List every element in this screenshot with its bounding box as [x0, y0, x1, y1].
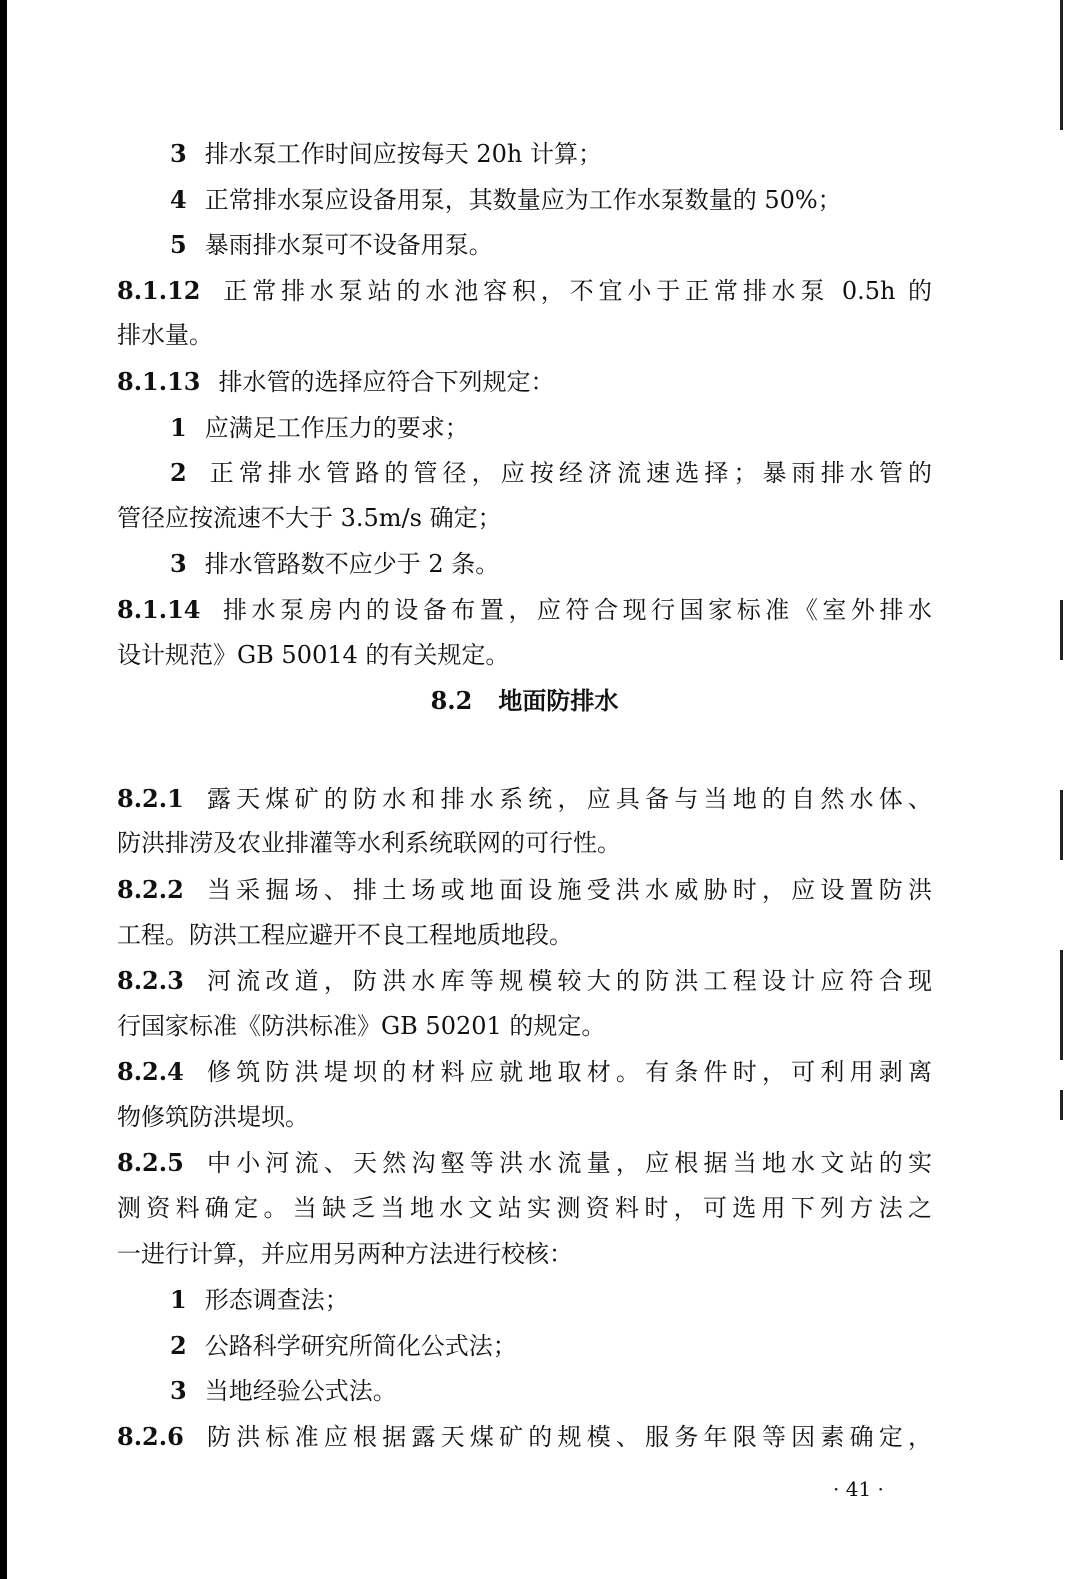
- item-number: 3: [170, 1376, 187, 1406]
- section-title: 地面防排水: [498, 686, 619, 716]
- line-text: 形态调查法；: [204, 1286, 349, 1315]
- item-number: 3: [170, 139, 187, 168]
- clause-number: 8.1.13: [117, 366, 201, 396]
- clause-number: 8.2.3: [117, 966, 184, 996]
- line-text: 排水泵工作时间应按每天 20h 计算；: [204, 140, 602, 168]
- line-text: 正常排水泵应设备用泵，其数量应为工作水泵数量的 50%；: [204, 185, 842, 214]
- clause: [117, 958, 932, 1049]
- item-number: 2: [170, 458, 187, 488]
- text-line: [117, 913, 932, 959]
- item-number: 1: [170, 1285, 187, 1315]
- item-number: 1: [170, 412, 187, 442]
- clause: [117, 587, 932, 678]
- text-line: [117, 821, 932, 867]
- clause-number: 8.2.5: [117, 1148, 184, 1178]
- text-line: [117, 1368, 932, 1414]
- document-body: [117, 131, 932, 1460]
- scan-edge-right: [1060, 1090, 1063, 1120]
- text-line: [117, 131, 932, 177]
- clause: [117, 1414, 932, 1460]
- text-line: [117, 1004, 932, 1050]
- item-number: 2: [170, 1330, 187, 1360]
- line-text: 测资料确定。当缺乏当地水文站实测资料时，可选用下列方法之: [117, 1194, 932, 1223]
- line-text: 防洪排涝及农业排灌等水利系统联网的可行性。: [117, 829, 621, 858]
- text-line: [117, 1049, 932, 1095]
- clause-number: 8.2.1: [117, 783, 184, 813]
- scan-edge-right: [1060, 600, 1063, 660]
- line-text: 河流改道，防洪水库等规模较大的防洪工程设计应符合现: [201, 967, 932, 996]
- list-item: [117, 131, 932, 177]
- text-line: [117, 1232, 932, 1278]
- line-text: 公路科学研究所简化公式法；: [204, 1331, 517, 1360]
- line-text: 修筑防洪堤坝的材料应就地取材。有条件时，可利用剥离: [201, 1058, 932, 1087]
- list-item: [117, 222, 932, 268]
- list-item: [117, 1277, 932, 1323]
- line-text: 正常排水管路的管径，应按经济流速选择；暴雨排水管的: [204, 459, 932, 488]
- clause-number: 8.1.14: [117, 594, 201, 624]
- scan-edge-right: [1060, 790, 1063, 860]
- line-text: 防洪标准应根据露天煤矿的规模、服务年限等因素确定，: [201, 1423, 932, 1452]
- line-text: 排水管的选择应符合下列规定：: [218, 367, 555, 396]
- list-item: [117, 1368, 932, 1414]
- text-line: [117, 1414, 932, 1460]
- scan-edge-left: [0, 0, 7, 1579]
- text-line: [117, 222, 932, 268]
- list-item: [117, 177, 932, 223]
- scan-edge-right: [1060, 0, 1063, 130]
- clause-number: 8.2.2: [117, 874, 184, 904]
- text-line: [117, 450, 932, 496]
- list-item: [117, 541, 932, 587]
- text-line: [117, 359, 932, 405]
- text-line: [117, 1140, 932, 1186]
- line-text: 排水管路数不应少于 2 条。: [204, 550, 500, 579]
- line-text: 物修筑防洪堤坝。: [117, 1102, 309, 1131]
- clause-number: 8.1.12: [117, 275, 201, 305]
- item-number: 5: [170, 230, 187, 260]
- text-line: [117, 1277, 932, 1323]
- text-line: [117, 587, 932, 633]
- clause-number: 8.2.4: [117, 1057, 184, 1087]
- line-text: 应满足工作压力的要求；: [204, 413, 469, 442]
- line-text: 露天煤矿的防水和排水系统，应具备与当地的自然水体、: [201, 784, 932, 813]
- text-line: [117, 1186, 932, 1232]
- line-text: 排水泵房内的设备布置，应符合现行国家标准《室外排水: [218, 595, 932, 624]
- text-line: [117, 313, 932, 359]
- clause: [117, 1049, 932, 1140]
- scan-edge-right: [1060, 950, 1063, 1060]
- list-item: [117, 450, 932, 541]
- text-line: [117, 633, 932, 679]
- text-line: [117, 1095, 932, 1141]
- line-text: 行国家标准《防洪标准》GB 50201 的规定。: [117, 1011, 606, 1040]
- line-text: 一进行计算，并应用另两种方法进行校核：: [117, 1239, 573, 1268]
- text-line: [117, 867, 932, 913]
- text-line: [117, 496, 932, 542]
- text-line: [117, 1323, 932, 1369]
- line-text: 排水量。: [117, 321, 213, 350]
- line-text: 当地经验公式法。: [204, 1377, 397, 1406]
- text-line: [117, 776, 932, 822]
- clause: [117, 867, 932, 958]
- line-text: 工程。防洪工程应避开不良工程地质地段。: [117, 920, 573, 949]
- clause-number: 8.2.6: [117, 1422, 184, 1452]
- line-text: 当采掘场、排土场或地面设施受洪水威胁时，应设置防洪: [201, 875, 932, 904]
- clause: [117, 776, 932, 867]
- clause: [117, 268, 932, 359]
- line-text: 设计规范》GB 50014 的有关规定。: [117, 640, 510, 669]
- section-number: 8.2: [430, 686, 473, 716]
- section-heading: [117, 678, 932, 724]
- line-text: 中小河流、天然沟壑等洪水流量，应根据当地水文站的实: [201, 1149, 932, 1178]
- item-number: 3: [170, 549, 187, 579]
- page-number: · 41 ·: [833, 1477, 884, 1501]
- clause: [117, 1140, 932, 1277]
- text-line: [117, 541, 932, 587]
- list-item: [117, 1323, 932, 1369]
- line-text: 正常排水泵站的水池容积，不宜小于正常排水泵 0.5h 的: [218, 276, 932, 305]
- line-text: 暴雨排水泵可不设备用泵。: [204, 231, 493, 260]
- item-number: 4: [170, 184, 187, 214]
- text-line: [117, 958, 932, 1004]
- text-line: [117, 177, 932, 223]
- clause: [117, 359, 932, 405]
- list-item: [117, 405, 932, 451]
- text-line: [117, 405, 932, 451]
- line-text: 管径应按流速不大于 3.5m/s 确定；: [117, 503, 502, 532]
- text-line: [117, 268, 932, 314]
